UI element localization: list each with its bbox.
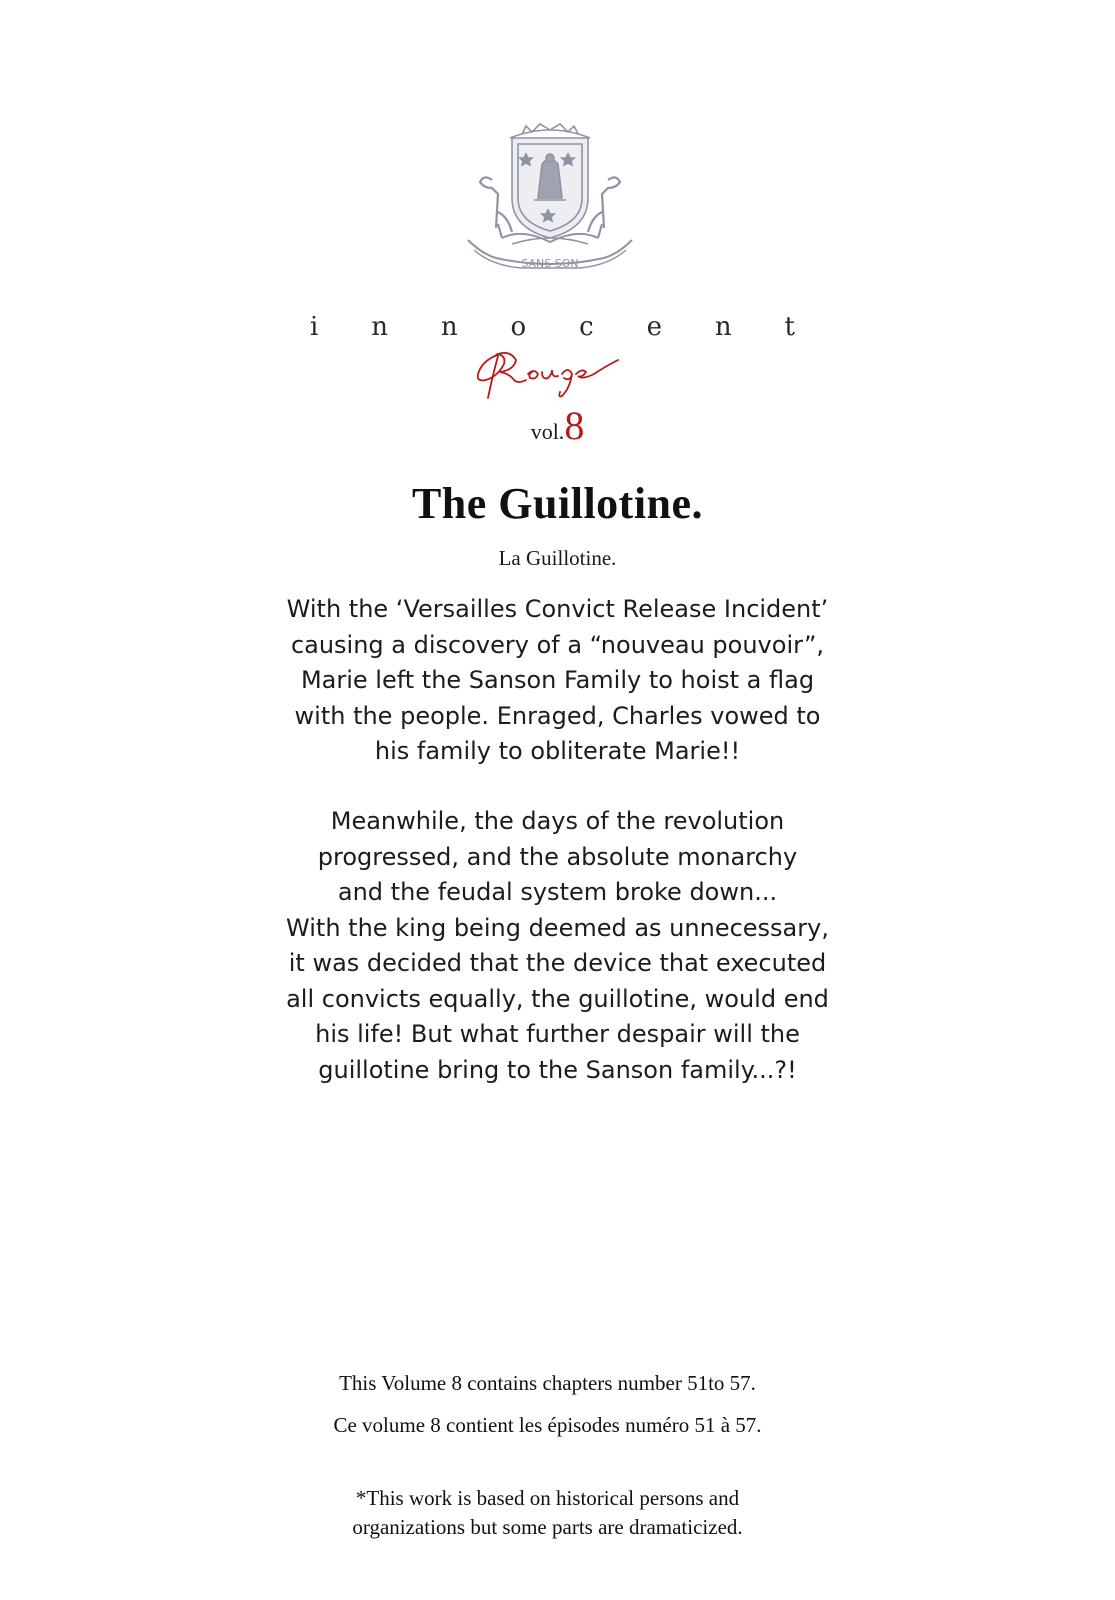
series-letter: n	[371, 312, 388, 342]
volume-label	[0, 402, 1115, 449]
synopsis-line: With the king being deemed as unnecessary,	[286, 913, 829, 942]
synopsis-line: causing a discovery of a “nouveau pouvoir”,	[290, 630, 825, 659]
synopsis-line: Marie left the Sanson Family to hoist a flag	[300, 666, 815, 694]
page-title: The Guillotine.	[411, 479, 704, 528]
synopsis-line: Meanwhile, the days of the revolution	[330, 807, 785, 835]
synopsis-line: and the feudal system broke down...	[337, 878, 778, 906]
volume-number: 8	[564, 403, 585, 448]
series-letter: t	[784, 312, 795, 342]
rouge-script-icon	[470, 344, 630, 406]
synopsis-line: guillotine bring to the Sanson family...?!	[318, 1055, 797, 1084]
synopsis-line: his life! But what further despair will the	[315, 1020, 800, 1048]
synopsis-paragraph-2	[260, 804, 855, 1088]
chapters-english: This Volume 8 contains chapters number 51to 57.	[339, 1371, 756, 1395]
rouge-script-text: Rouge	[470, 344, 474, 345]
series-name	[310, 312, 795, 342]
synopsis-line: With the ‘Versailles Convict Release Incident’	[286, 595, 829, 623]
coat-of-arms-icon	[462, 120, 638, 280]
series-letter: o	[510, 312, 527, 342]
disclaimer	[0, 1484, 1095, 1542]
synopsis-line: with the people. Enraged, Charles vowed to	[294, 701, 821, 730]
series-script-logo	[470, 344, 630, 406]
chapters-french: Ce volume 8 contient les épisodes numéro 51 à 57.	[333, 1413, 762, 1437]
series-letter: c	[579, 312, 594, 342]
series-letter: n	[440, 312, 458, 342]
volume-prefix: vol.	[530, 419, 565, 444]
disclaimer-line: organizations but some parts are dramaticized.	[352, 1515, 743, 1539]
synopsis-line: it was decided that the device that executed	[288, 949, 827, 977]
crest-motto: SANS SON	[521, 257, 579, 270]
series-letter: n	[714, 312, 732, 342]
page-subtitle: La Guillotine.	[498, 546, 617, 570]
series-letter: e	[646, 312, 662, 342]
coat-of-arms	[462, 120, 638, 280]
synopsis-line: all convicts equally, the guillotine, would end	[286, 984, 829, 1013]
series-letter: i	[310, 312, 319, 342]
synopsis-line: his family to obliterate Marie!!	[374, 737, 741, 765]
disclaimer-line: *This work is based on historical persons and	[355, 1486, 740, 1510]
synopsis-paragraph-1	[260, 592, 855, 770]
synopsis-line: progressed, and the absolute monarchy	[317, 842, 798, 871]
